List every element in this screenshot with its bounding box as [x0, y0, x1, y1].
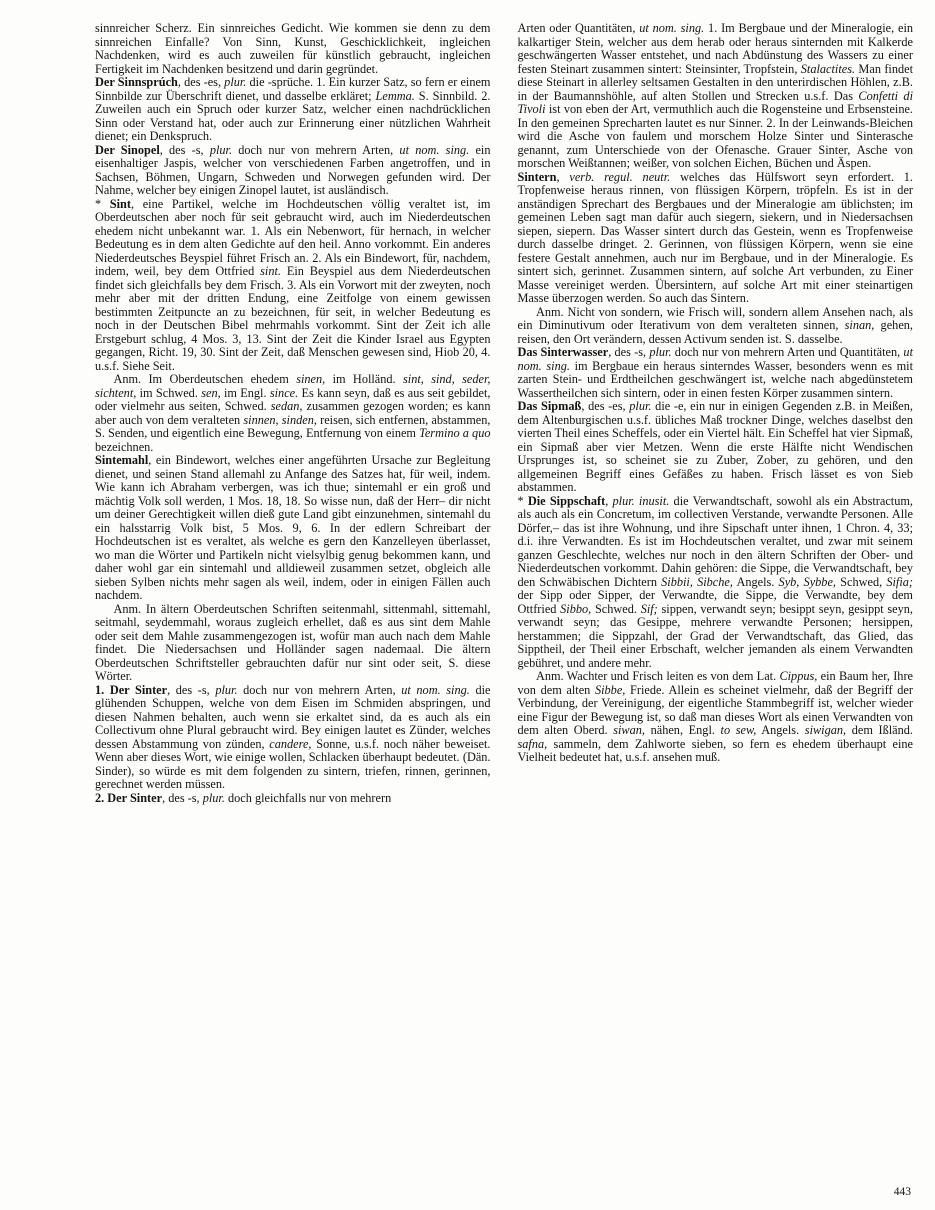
- text-run: , des -es,: [177, 75, 225, 89]
- italic-term: plur.: [629, 399, 652, 413]
- text-run: gehen, reisen, den Ort verändern, dessen Activum senden ist. S. dasselbe.: [517, 318, 913, 346]
- italic-term: Sibbe,: [594, 682, 626, 697]
- italic-term: Lemma.: [375, 88, 415, 103]
- text-run: zusammen gezogen worden; es kann aber auch von dem veralteten: [95, 399, 491, 427]
- paragraph: [518, 306, 914, 347]
- paragraph: [95, 684, 491, 792]
- text-run: bezeichnen.: [95, 439, 154, 454]
- text-run: sippen, verwandt seyn; besippt seyn, gesippt seyn, verwandt seyn; das Gesippe, mehrere verwandte Personen; hersippen, herstammen; die Sippzahl, der Grad der Verwandtschaft, das Glied, das Sipptheil, der Theil einer Erbschaft, welcher jemanden als einem Verwandten gebühret, und andere mehr.: [517, 601, 913, 670]
- headword: Der Sinnsprúch: [95, 75, 178, 89]
- headword: Sintern: [517, 169, 557, 184]
- headword: Das Sipmaß: [517, 399, 582, 413]
- text-run: Anm. Nicht von sondern, wie Frisch will, sondern allem Ansehen nach, als ein Diminutivum oder Iterativum von dem veralteten sinnen,: [517, 304, 913, 332]
- text-run: Anm. In ältern Oberdeutschen Schriften seitenmahl, sittenmahl, sittemahl, seitmahl, seydemmahl, woraus zugleich erhellet, daß es aus sint dem Mahle oder seit dem Mahle zusammengezogen ist, wofür man auch nach dem Mahle findet. Die Niedersachsen und Holländer sagen nademaal. Die ältern Oberdeutschen Schriftsteller gebrauchten dafür nur sint oder seit, S. diese Wörter.: [95, 601, 491, 683]
- italic-term: plur. inusit.: [612, 493, 670, 508]
- italic-term: plur.: [649, 345, 672, 359]
- text-run: ist von eben der Art, vermuthlich auch die Rogensteine und Erbsensteine. In den gemeinen Sprecharten lautet es nur Sinner. 2. In der Leinwands-Bleichen wird die Asche von faulem und morschem Holze Sinter und Sinterasche genannt, zum Unterschiede von der Ofenasche. Grauer Sinter, Asche von morschen Weißtannen; weißer, von solchen Eichen, Büchen und Äspen.: [517, 102, 913, 170]
- italic-term: sedan,: [270, 399, 303, 413]
- column-left: [95, 22, 491, 805]
- text-run: 1. Im Bergbaue und der Mineralogie, ein kalkartiger Stein, welcher aus dem herab oder heraus sinternden mit Kalkerde geschwängerten Wasser entstehet, und nach Abdünstung des Wassers zu einer festen Steinart zusammen sintert: Steinsinter, Tropfstein,: [517, 21, 914, 76]
- italic-term: Stalactites.: [800, 61, 856, 76]
- italic-term: ut nom. sing.: [401, 682, 470, 697]
- italic-term: Sibbo,: [560, 601, 592, 616]
- paragraph: [95, 144, 491, 198]
- paragraph: [95, 76, 491, 144]
- text-run: im Schwed.: [136, 385, 202, 400]
- text-run: *: [95, 196, 110, 211]
- text-run: dem Ißländ.: [846, 723, 913, 737]
- text-run: , des -s,: [608, 345, 650, 359]
- text-run: sinnreicher Scherz. Ein sinnreiches Gedicht. Wie kommen sie denn zu dem sinnreichen Einfalle? Von Sinn, Kunst, Geschicklichkeit, ingleichen Nachdenken, wird es auch zuweilen für künstlich gebraucht, ingleichen Fertigkeit im Nachdenken besitzend und darin gegründet.: [95, 21, 491, 76]
- text-run: doch nur von mehrern Arten,: [237, 682, 402, 697]
- text-run: nähen, Engl.: [644, 723, 721, 737]
- italic-term: plur.: [202, 790, 225, 805]
- text-run: im Bergbaue ein heraus sinterndes Wasser, besonders wenn es mit zarten Stein- und Erdtheilchen geschwängert ist, welche nach abgedünstetem Wassertheilchen sich sintern, oder in einen festen Körper zusammen sintern.: [517, 358, 914, 400]
- text-run: Angels.: [756, 723, 805, 737]
- text-run: , ein Bindewort, welches einer angeführten Ursache zur Begleitung dienet, und seinen Stand allemahl zu Anfange des Satzes hat, für weil, indem. Wie kann ich Abraham verbergen, was ich thue; sintemahl er ein groß und mächtig Volk soll werden, 1 Mos. 18, 18. So wisse nun, daß der Herr– dir nicht um deiner Gerechtigkeit willen dieß gute Land gibt einzunehmen, sintemahl du ein halsstarrig Volk bist, 5 Mos. 9, 6. In der edlern Schreibart der Hochdeutschen ist es veraltet, als welche es gern den Kanzelleyen überlasset, wo man die Wörter und Partikeln nicht vielsylbig genug bekommen kann, und daher wohl gar ein sintemahl und alldieweil zusammen setzet, obgleich alle sieben Sylben nichts mehr sagen als weil, indem, oder in einigen Fällen auch nachdem.: [95, 453, 491, 602]
- text-run: Sonne, u.s.f. noch näher beweiset. Wenn aber dieses Wort, wie einige wollen, Schlacken überhaupt bedeutet. (Dän. Sinder), so würde es mit dem folgenden zu sintern, triefen, rinnen, gerinnen, gerechnet werden müssen.: [95, 736, 491, 791]
- italic-term: Sifia;: [886, 574, 914, 589]
- headword: Sintemahl: [95, 453, 149, 467]
- italic-term: sen,: [201, 385, 221, 400]
- headword: Der Sinopel: [95, 142, 160, 157]
- text-run: reisen, sich entfernen, abstammen, S. Senden, und eigentlich eine Bewegung, Entfernung von einem: [95, 412, 491, 440]
- headword: Sint: [109, 196, 131, 211]
- paragraph: [518, 670, 914, 765]
- italic-term: plur.: [215, 682, 238, 697]
- italic-term: plur.: [209, 142, 233, 157]
- italic-term: Syb, Sybbe,: [778, 574, 836, 589]
- italic-term: ut nom. sing.: [517, 345, 913, 373]
- paragraph: [518, 346, 914, 400]
- italic-term: Termino a quo: [419, 426, 491, 440]
- text-run: im Engl.: [220, 385, 270, 400]
- text-run: , des -s,: [159, 142, 210, 157]
- italic-term: candere,: [269, 736, 312, 751]
- paragraph: [518, 495, 914, 671]
- italic-term: sinen,: [296, 372, 326, 386]
- italic-term: since.: [269, 385, 299, 400]
- italic-term: sint, sind, seder, sichtent,: [95, 372, 491, 400]
- paragraph: [518, 22, 914, 171]
- headword: 2. Der Sinter: [95, 790, 163, 805]
- text-run: ,: [556, 169, 570, 184]
- italic-term: ut nom. sing.: [639, 21, 705, 35]
- italic-term: siwigan,: [804, 723, 847, 737]
- text-run: Ein Beyspiel aus dem Niederdeutschen findet sich gleichfalls bey dem Frisch. 3. Als ein Vorwort mit der zweyten, noch mehr aber mit der dritten Endung, eine Zeitfolge von einem gewissen bestimmten Zeitpuncte an zu bezeichnen, für seit, in welcher Bedeutung es noch in der Deutschen Bibel mehrmahls vorkommt. Sint der Zeit ich alle Erstgeburt schlug, 4 Mos. 3, 13. Sint der Zeit die Kinder Israel aus Egypten gegangen, Richt. 19, 30. Sint der Zeit, daß Menschen gewesen sind, Hiob 20, 4. u.s.f. Siehe Seit.: [95, 264, 491, 373]
- text-run: sammeln, dem Zahlworte sieben, so fern es ehedem überhaupt eine Vielheit bedeutet hat, u.s.f. ansehen muß.: [517, 736, 913, 764]
- text-run: Es kann seyn, daß es aus seit gebildet, oder vielmehr aus seiten, Schwed.: [95, 385, 491, 413]
- italic-term: ut nom. sing.: [399, 142, 470, 157]
- text-run: , des -es,: [581, 399, 630, 413]
- text-run: Anm. Im Oberdeutschen ehedem: [113, 372, 297, 386]
- text-run: ,: [605, 493, 613, 508]
- paragraph: [95, 22, 491, 76]
- text-run: Anm. Wachter und Frisch leiten es von dem Lat.: [535, 669, 780, 683]
- paragraph: [95, 373, 491, 454]
- paragraph: [95, 603, 491, 684]
- text-run: doch nur von mehrern Arten,: [232, 142, 400, 157]
- text-run: die Verwandtschaft, sowohl als ein Abstractum, als auch als ein Concretum, im collectiven Verstande, verwandte Personen. Alle Dörfer,– das ist ihre Wohnung, und ihre Sipschaft unter ihnen, 1 Chron. 4, 33; d.i. ihre Verwandten. Es ist im Hochdeutschen veraltet, und zwar mit seinem ganzen Geschlechte, welches nur noch in den ältern Schriften der Ober- und Niederdeutschen vorkommt. Dahin gehören: die Sippe, die Verwandtschaft, bey den Schwäbischen Dichtern: [517, 493, 913, 589]
- italic-term: sint.: [260, 264, 281, 278]
- paragraph: [95, 454, 491, 603]
- text-run: Friede. Allein es scheinet vielmehr, daß der Begriff der Verbindung, der Vereinigung, der eigentliche Stammbegriff ist, welcher wieder eine Figur der Bewegung ist, so daß man dieses Wort als einen Verwandten von dem alten Oberd.: [517, 682, 913, 737]
- text-run: *: [517, 493, 528, 508]
- text-run: Angels.: [732, 574, 779, 589]
- text-run: S. Sinnbild. 2. Zuweilen auch ein Spruch oder kurzer Satz, welcher einen nachdrücklichen Sinn oder Verstand hat, oder auch zur Erinnerung einer nützlichen Wahrheit dienet; ein Denkspruch.: [95, 88, 491, 143]
- paragraph: [95, 198, 491, 374]
- text-run: ein eisenhaltiger Jaspis, welcher von verschiedenen Farben angetroffen, und in Sachsen, Böhmen, Ungarn, Schweden und Norwegen gefunden wird. Der Nahme, welcher bey einigen Zinopel lautet, ist ausländisch.: [95, 142, 491, 197]
- italic-term: Cippus,: [779, 669, 818, 683]
- italic-term: Sif;: [640, 601, 658, 616]
- paragraph: [518, 171, 914, 306]
- paragraph: [95, 792, 491, 806]
- text-run: Man findet diese Steinart in allerley seltsamen Gestalten in den unterirdischen Höhlen, z.B. in der Baumannshöhle, auf alten Stollen und Strecken u.s.f. Das: [517, 61, 913, 103]
- column-right: [518, 22, 914, 805]
- text-run: , eine Partikel, welche im Hochdeutschen völlig veraltet ist, im Oberdeutschen aber noch für seit gebraucht wird, auch im Niederdeutschen ehedem nicht unbekannt war. 1. Als ein Nebenwort, für hernach, in welcher Bedeutung es in dem alten Gedichte auf den heil. Anno vorkommt. Ein anderes Niederdeutsches Beyspiel führet Frisch an. 2. Als ein Bindewort, für, nachdem, indem, weil, bey dem Ottfried: [95, 196, 491, 278]
- text-run: , des -s,: [162, 790, 203, 805]
- text-run: Schwed,: [836, 574, 887, 589]
- text-run: welches das Hülfswort seyn erfordert. 1. Tropfenweise heraus rinnen, von flüssigen Körpern, tröpfeln. Es ist in der anständigen Sprechart des Bergbaues und der Mineralogie am üblichsten; im gemeinen Leben sagt man dafür auch siegern, siekern, und in Niedersachsen siepen, siepern. Das Wasser sintert durch das Gestein, wenn es Tropfenweise durch dasselbe dringet. 2. Gerinnen, von flüssigen Körpern, wenn sie eine festere Gestalt annehmen, auch nur im Bergbaue, und in der Mineralogie. Es sintert sich, gerinnet. Zusammen sintern, auf solche Art verbunden, zu Einer Masse vereiniget werden. Übersintern, auf solche Art mit einer steinartigen Masse überzogen werden. So auch das Sintern.: [517, 169, 913, 305]
- italic-term: siwan,: [613, 723, 645, 737]
- italic-term: Sibbii, Sibche,: [661, 574, 733, 589]
- text-run: ein Baum her, Ihre von dem alten: [517, 669, 913, 697]
- text-run: Schwed.: [591, 601, 641, 616]
- text-run: doch gleichfalls nur von mehrern: [224, 790, 392, 805]
- text-run: die glühenden Schuppen, welche von dem Eisen im Schmiden abspringen, und diesen Nahmen behalten, auch wenn sie erkaltet sind, da es auch als ein Collectivum ohne Plural gebraucht wird. Bey einigen lautet es Zünder, welches dessen Abstammung von zünden,: [95, 682, 491, 751]
- text-run: die -e, ein nur in einigen Gegenden z.B. in Meißen, dem Altenburgischen u.s.f. übliches Maß trockner Dinge, welches daselbst den vierten Theil eines Scheffels, oder ein Viertel hält. Ein Scheffel hat vier Sipmaß, ein Sipmaß aber vier Metzen. Wenn die erste Hälfte nicht Wendischen Ursprunges ist, so scheinet sie zu Zuber, Zober, zu gehören, und den allgemeinen Begriff eines Gefäßes zu haben. Frisch lässet es von Sieb abstammen.: [517, 399, 913, 494]
- italic-term: sinan,: [844, 318, 875, 332]
- text-run: , des -s,: [167, 682, 216, 697]
- text-run: die -sprüche. 1. Ein kurzer Satz, so fern er einem Sinnbilde zur Überschrift dienet, und dasselbe erkläret;: [95, 75, 491, 103]
- headword: 1. Der Sinter: [95, 682, 168, 697]
- text-run: Arten oder Quantitäten,: [517, 21, 640, 35]
- italic-term: Confetti di Tivoli: [517, 88, 913, 116]
- text-run: der Sipp oder Sipper, der Verwandte, die Sippe, die Verwandte, bey dem Ottfried: [517, 588, 913, 616]
- italic-term: plur.: [224, 75, 247, 89]
- text-run: doch nur von mehrern Arten und Quantitäten,: [671, 345, 904, 359]
- italic-term: safna,: [517, 736, 548, 751]
- italic-term: verb. regul. neutr.: [569, 169, 671, 184]
- headword: Die Sippschaft: [527, 493, 606, 508]
- text-run: im Holländ.: [325, 372, 403, 386]
- paragraph: [518, 400, 914, 495]
- headword: Das Sinterwasser: [517, 345, 609, 359]
- italic-term: to sew,: [720, 723, 757, 737]
- page-number: 443: [893, 1186, 911, 1198]
- italic-term: sinnen, sinden,: [243, 412, 317, 427]
